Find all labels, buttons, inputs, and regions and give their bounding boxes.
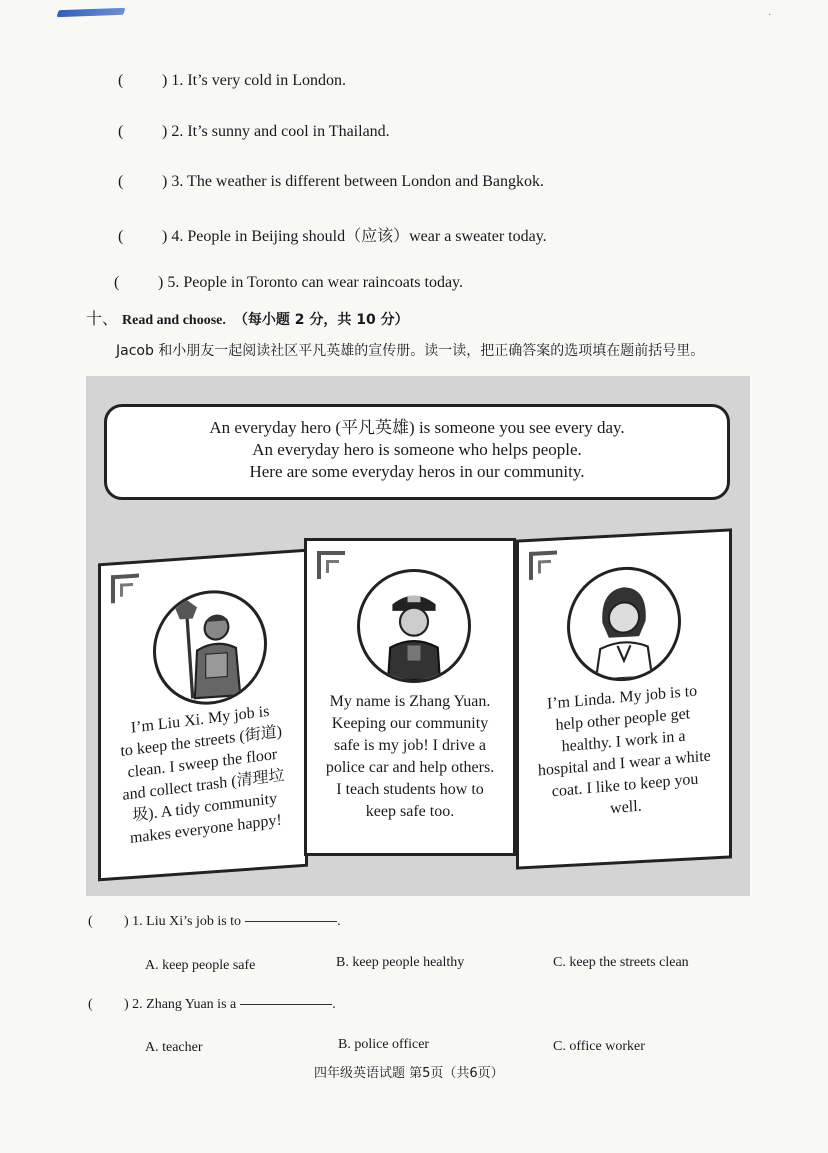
police-officer-icon [357,569,471,683]
true-false-item-5 [114,274,463,292]
answer-blank[interactable] [240,1004,332,1005]
item-text: ) 1. It’s very cold in London. [162,72,346,89]
section-instruction: Jacob 和小朋友一起阅读社区平凡英雄的宣传册。读一读，把正确答案的选项填在题前括号里。 [116,343,705,359]
answer-paren[interactable]: ( [88,997,93,1012]
true-false-item-3 [118,173,544,191]
hero-text-liu-xi: I’m Liu Xi. My job is to keep the streets (街道) clean. I sweep the floor and collect trash (清理垃 圾). A tidy community makes everyone happy! [120,702,285,847]
intro-line-1: An everyday hero (平凡英雄) is someone you see every day. [209,418,625,437]
q2-option-c[interactable]: C. office worker [553,1039,645,1054]
item-text: ) 3. The weather is different between London and Bangkok. [162,173,544,190]
intro-line-2: An everyday hero is someone who helps people. [252,440,582,459]
intro-line-3: Here are some everyday heros in our community. [249,462,585,481]
doctor-icon [567,564,681,684]
answer-paren[interactable]: ( [118,123,124,140]
answer-blank[interactable] [245,921,337,922]
q1-option-b[interactable]: B. keep people healthy [336,955,465,970]
section-points: （每小题 2 分，共 10 分） [233,312,409,328]
corner-mark-icon [111,573,139,603]
question-stem: ) 2. Zhang Yuan is a [124,997,237,1012]
answer-paren[interactable]: ( [88,914,93,929]
question-stem: ) 1. Liu Xi’s job is to [124,914,242,929]
hero-panel-linda [516,528,732,869]
q2-option-b[interactable]: B. police officer [338,1037,430,1052]
hero-text-linda: I’m Linda. My job is to help other people get healthy. I work in a hospital and I wear a white coat. I like to keep you well. [537,682,712,818]
q2-option-a[interactable]: A. teacher [145,1040,203,1055]
item-text: ) 4. People in Beijing should（应该）wear a sweater today. [162,228,547,245]
street-cleaner-icon [153,587,267,709]
q1-option-c[interactable]: C. keep the streets clean [553,955,689,970]
section-heading [86,306,409,329]
answer-paren[interactable]: ( [118,228,124,245]
brochure-image [86,376,750,896]
true-false-item-2 [118,123,390,141]
corner-mark-icon [529,551,557,580]
page-footer: 四年级英语试题 第5页（共6页） [314,1066,504,1081]
question-period: . [332,997,336,1012]
question-1 [88,914,341,930]
section-title: Read and choose. [122,313,226,328]
blue-marker-stroke [56,8,125,17]
q1-option-a[interactable]: A. keep people safe [145,958,256,973]
answer-paren[interactable]: ( [118,72,124,89]
answer-paren[interactable]: ( [114,274,120,291]
section-number: 十、 [86,309,119,328]
true-false-item-1 [118,72,346,90]
question-2 [88,997,336,1013]
hero-text-zhang-yuan: My name is Zhang Yuan. Keeping our community safe is my job! I drive a police car and help others. I teach students how to keep safe too. [325,693,495,820]
item-text: ) 5. People in Toronto can wear raincoats today. [158,274,464,291]
hero-panel-liu-xi [98,549,308,882]
corner-mark-icon [317,551,345,579]
scan-dot: · [768,10,772,21]
true-false-item-4 [118,223,547,246]
intro-box [104,404,730,500]
question-period: . [337,914,341,929]
hero-panel-zhang-yuan [304,538,516,856]
answer-paren[interactable]: ( [118,173,124,190]
item-text: ) 2. It’s sunny and cool in Thailand. [162,123,390,140]
